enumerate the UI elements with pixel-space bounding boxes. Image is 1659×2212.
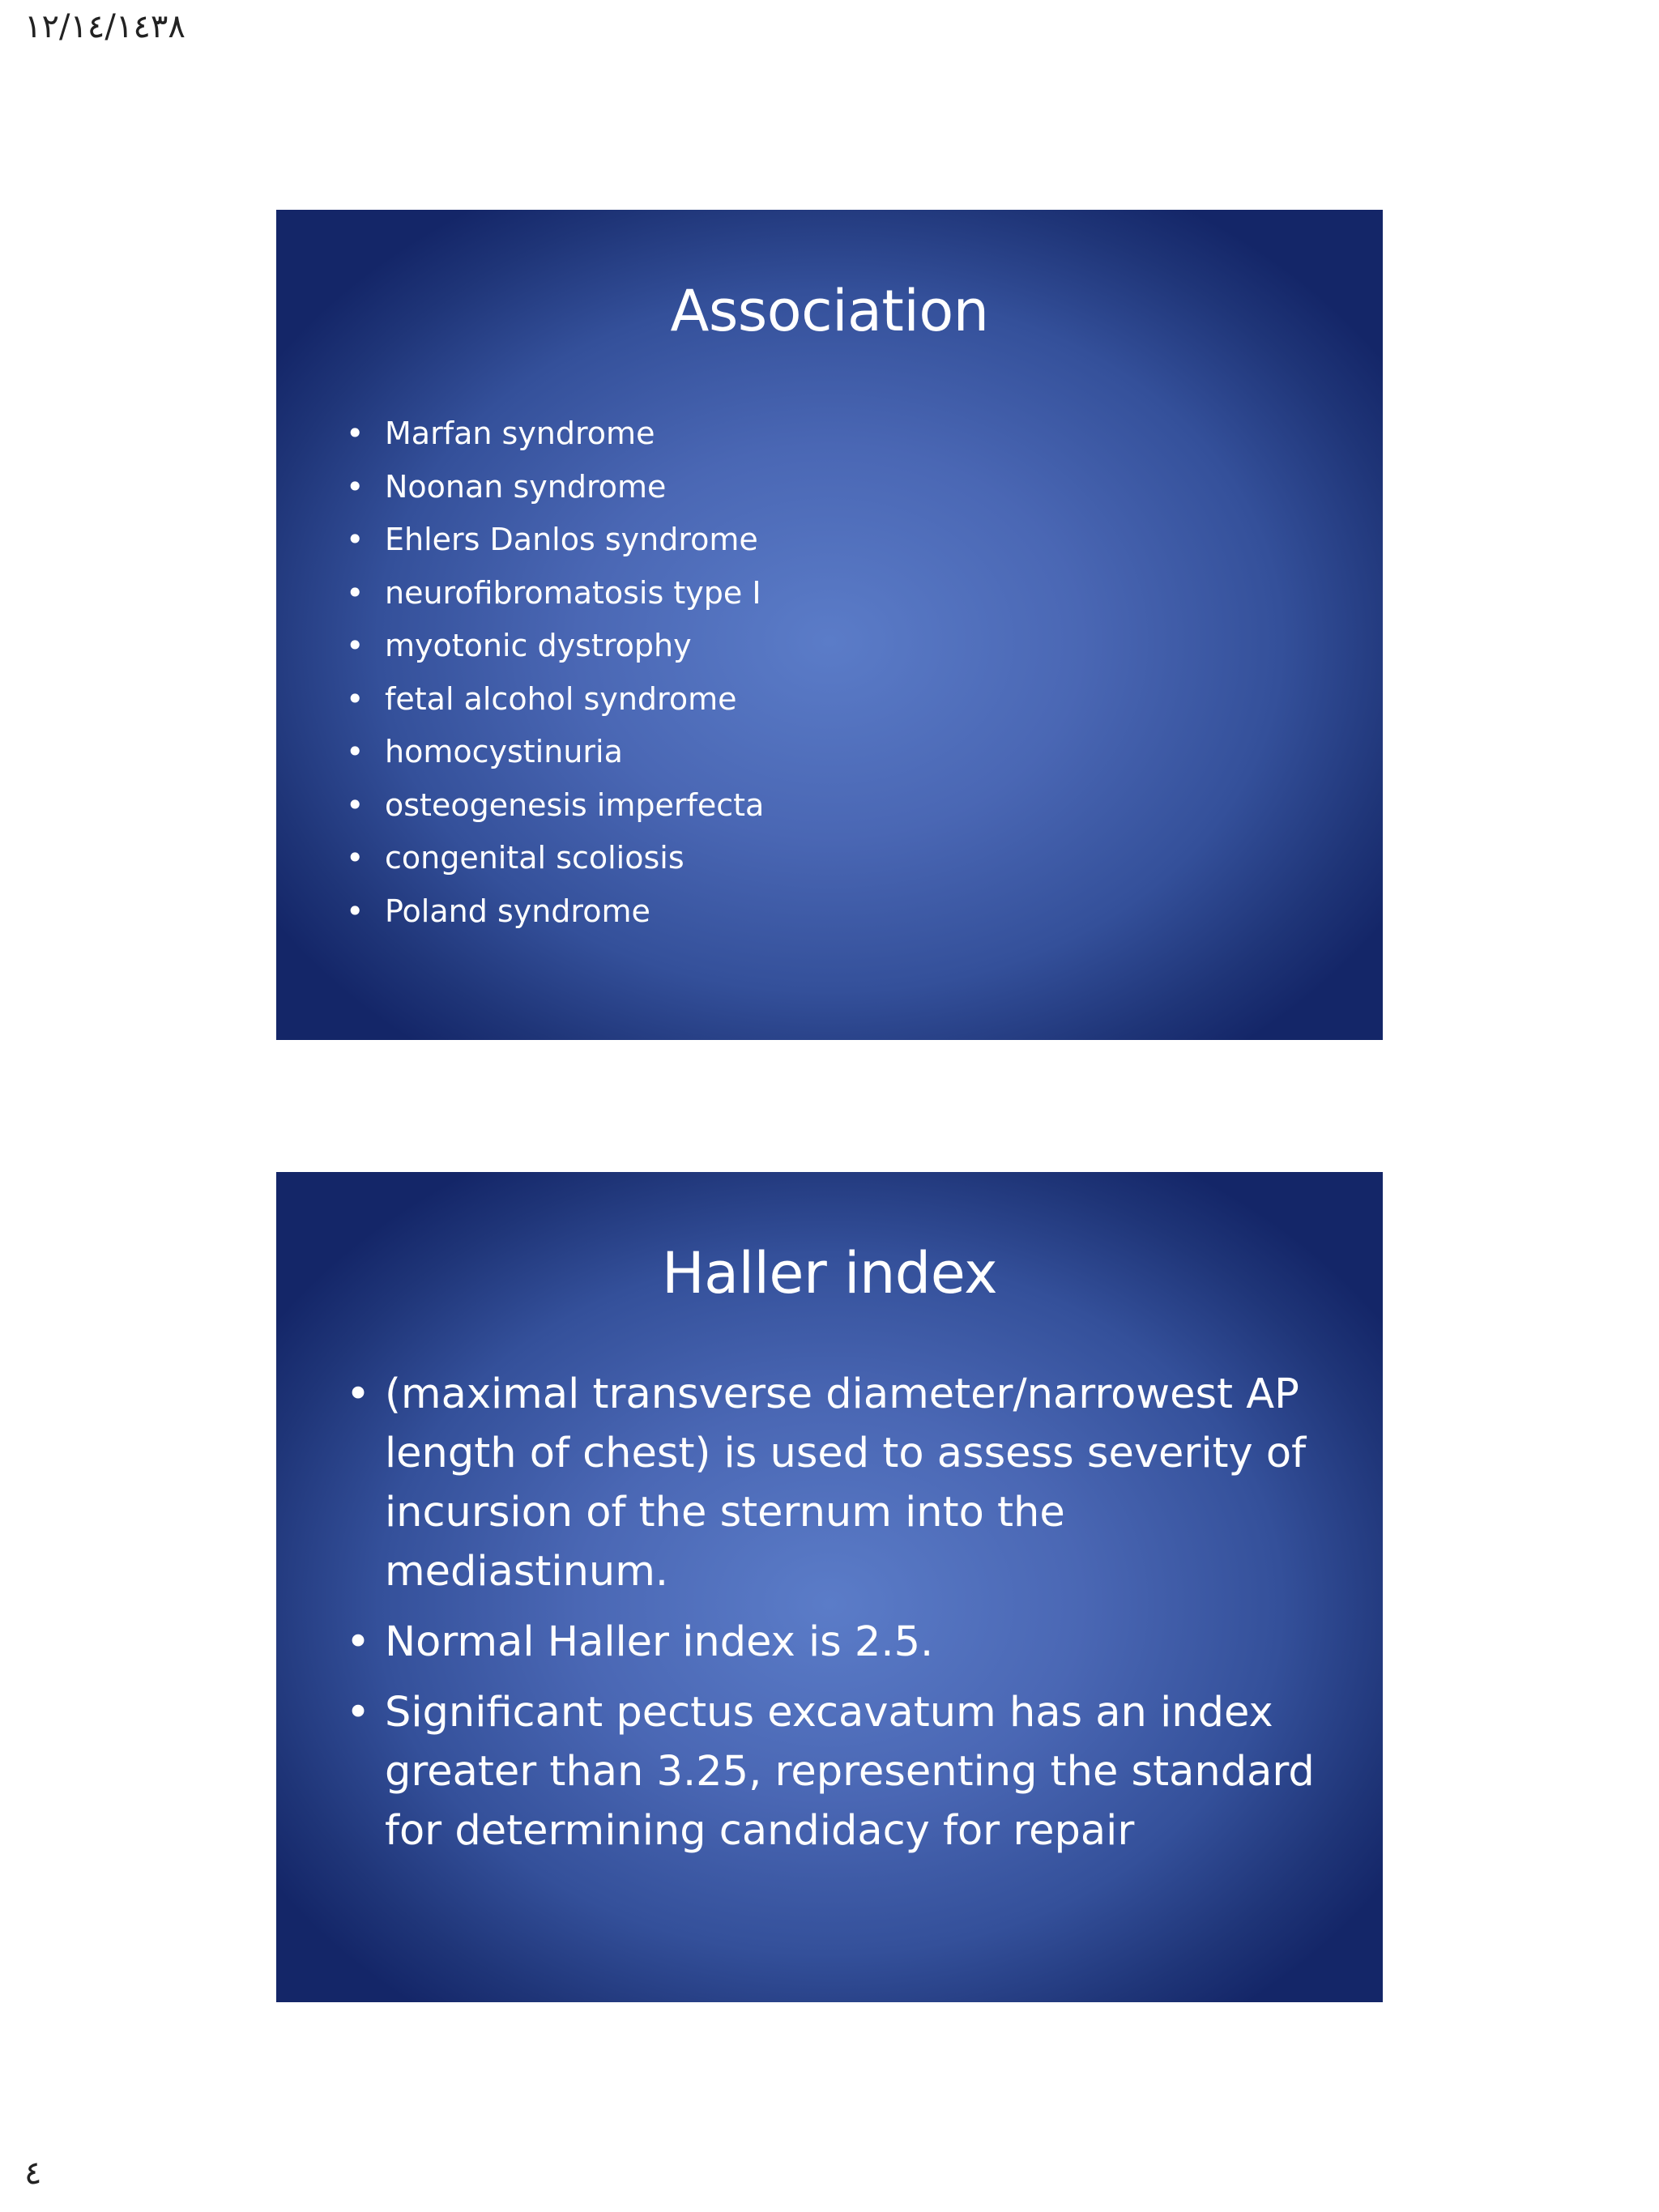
page-date: ١٢/١٤/١٤٣٨ — [24, 8, 186, 45]
bullet-icon: • — [346, 1618, 371, 1666]
list-item-text: homocystinuria — [385, 734, 623, 769]
list-item-text: Poland syndrome — [385, 893, 650, 929]
list-item — [346, 461, 1316, 514]
bullet-list — [346, 1365, 1324, 1872]
list-item-text: Ehlers Danlos syndrome — [385, 522, 758, 557]
list-item — [346, 1365, 1324, 1601]
bullet-icon: • — [346, 680, 365, 717]
bullet-icon: • — [346, 893, 365, 929]
list-item-text: osteogenesis imperfecta — [385, 786, 765, 823]
list-item — [346, 567, 1316, 620]
list-item — [346, 726, 1316, 779]
list-item-text: Normal Haller index is 2.5. — [385, 1618, 934, 1666]
bullet-icon: • — [346, 1370, 371, 1418]
slide-title: Association — [670, 278, 989, 344]
list-item-text: neurofibromatosis type I — [385, 574, 761, 611]
bullet-icon: • — [346, 840, 365, 876]
list-item-text: Significant pectus excavatum has an index greater than 3.25, representing the standard for determining candidacy for repair — [385, 1689, 1315, 1855]
bullet-icon: • — [346, 468, 365, 505]
list-item-text: (maximal transverse diameter/narrowest AP length of chest) is used to assess severity of incursion of the sternum into the mediastinum. — [385, 1370, 1307, 1596]
list-item — [346, 673, 1316, 727]
bullet-icon: • — [346, 416, 365, 451]
list-item — [346, 407, 1316, 461]
bullet-icon: • — [346, 734, 365, 769]
bullet-icon: • — [346, 522, 365, 557]
bullet-icon: • — [346, 574, 365, 611]
list-item-text: congenital scoliosis — [385, 840, 684, 876]
list-item — [346, 1683, 1324, 1860]
list-item-text: myotonic dystrophy — [385, 628, 692, 663]
bullet-icon: • — [346, 1689, 371, 1737]
slide-association — [276, 210, 1383, 1040]
bullet-icon: • — [346, 628, 365, 663]
bullet-icon: • — [346, 786, 365, 823]
list-item — [346, 885, 1316, 939]
list-item — [346, 832, 1316, 885]
slide-haller-index — [276, 1172, 1383, 2002]
list-item — [346, 1613, 1324, 1672]
list-item — [346, 779, 1316, 833]
list-item — [346, 620, 1316, 673]
list-item-text: Marfan syndrome — [385, 416, 655, 451]
slide-title: Haller index — [661, 1240, 998, 1306]
list-item-text: fetal alcohol syndrome — [385, 680, 737, 717]
list-item — [346, 514, 1316, 567]
page-number: ٤ — [24, 2154, 42, 2192]
list-item-text: Noonan syndrome — [385, 468, 667, 505]
bullet-list — [346, 407, 1316, 938]
